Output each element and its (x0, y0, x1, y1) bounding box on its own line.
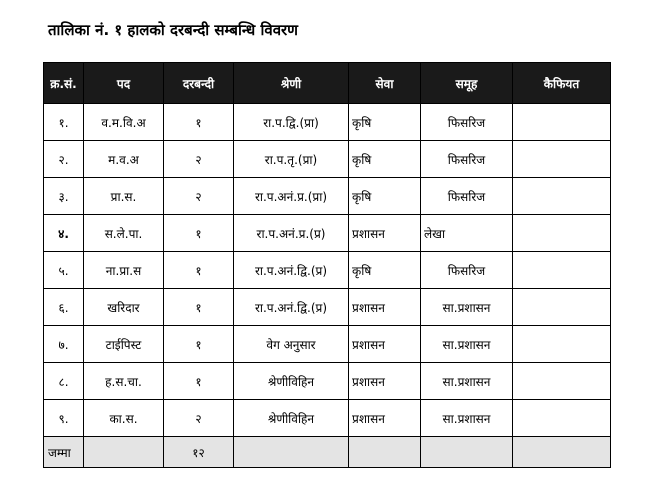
cell-service: प्रशासन (349, 326, 421, 363)
cell-post: प्रा.स. (84, 178, 164, 215)
cell-positions: १ (164, 215, 234, 252)
cell-remarks (513, 326, 611, 363)
table-row (44, 141, 611, 178)
cell-group: फिसरिज (421, 178, 513, 215)
cell-serial: २. (44, 141, 84, 178)
header-service: सेवा (349, 63, 421, 104)
cell-group: सा.प्रशासन (421, 289, 513, 326)
cell-group: फिसरिज (421, 104, 513, 141)
cell-service: कृषि (349, 104, 421, 141)
cell-post: ह.स.चा. (84, 363, 164, 400)
cell-positions: १ (164, 363, 234, 400)
cell-class: रा.प.तृ.(प्रा) (234, 141, 349, 178)
table-header-row (44, 63, 611, 104)
table-row (44, 363, 611, 400)
header-group: समूह (421, 63, 513, 104)
header-post: पद (84, 63, 164, 104)
cell-remarks (513, 400, 611, 437)
cell-serial: १. (44, 104, 84, 141)
cell-post: स.ले.पा. (84, 215, 164, 252)
total-value: १२ (164, 437, 234, 468)
cell-post: ना.प्रा.स (84, 252, 164, 289)
cell-serial: ६. (44, 289, 84, 326)
cell-serial: ३. (44, 178, 84, 215)
table-row (44, 104, 611, 141)
cell-remarks (513, 215, 611, 252)
cell-class: रा.प.द्वि.(प्रा) (234, 104, 349, 141)
cell-class: श्रेणीविहिन (234, 363, 349, 400)
cell-positions: १ (164, 289, 234, 326)
cell-positions: १ (164, 326, 234, 363)
cell-remarks (513, 252, 611, 289)
cell-post: टाईपिस्ट (84, 326, 164, 363)
cell-serial: ७. (44, 326, 84, 363)
cell-service: कृषि (349, 252, 421, 289)
total-empty-cell (84, 437, 164, 468)
cell-group: सा.प्रशासन (421, 363, 513, 400)
cell-remarks (513, 289, 611, 326)
cell-positions: २ (164, 178, 234, 215)
table-row (44, 326, 611, 363)
cell-class: वेग अनुसार (234, 326, 349, 363)
document-title: तालिका नं. १ हालको दरबन्दी सम्बन्धि विवरण (48, 21, 299, 39)
total-empty-cell (234, 437, 349, 468)
header-class: श्रेणी (234, 63, 349, 104)
table-total-row (44, 437, 611, 468)
table-row (44, 215, 611, 252)
cell-group: फिसरिज (421, 252, 513, 289)
cell-class: रा.प.अनं.प्र.(प्रा) (234, 178, 349, 215)
staff-table (43, 62, 611, 468)
cell-group: सा.प्रशासन (421, 400, 513, 437)
cell-group: सा.प्रशासन (421, 326, 513, 363)
cell-post: खरिदार (84, 289, 164, 326)
header-serial: क्र.सं. (44, 63, 84, 104)
header-remarks: कैफियत (513, 63, 611, 104)
total-label: जम्मा (44, 437, 84, 468)
cell-group: लेखा (421, 215, 513, 252)
cell-remarks (513, 363, 611, 400)
cell-post: का.स. (84, 400, 164, 437)
cell-service: प्रशासन (349, 215, 421, 252)
cell-class: रा.प.अनं.द्वि.(प्र) (234, 252, 349, 289)
cell-class: रा.प.अनं.द्वि.(प्र) (234, 289, 349, 326)
cell-class: रा.प.अनं.प्र.(प्र) (234, 215, 349, 252)
cell-remarks (513, 141, 611, 178)
total-empty-cell (513, 437, 611, 468)
cell-serial: ८. (44, 363, 84, 400)
cell-remarks (513, 178, 611, 215)
table-row (44, 178, 611, 215)
total-empty-cell (421, 437, 513, 468)
cell-serial: ९. (44, 400, 84, 437)
table-row (44, 252, 611, 289)
cell-serial: ४. (44, 215, 84, 252)
cell-positions: २ (164, 141, 234, 178)
cell-service: प्रशासन (349, 400, 421, 437)
cell-group: फिसरिज (421, 141, 513, 178)
cell-service: कृषि (349, 178, 421, 215)
cell-post: म.व.अ (84, 141, 164, 178)
cell-service: प्रशासन (349, 363, 421, 400)
table-row (44, 400, 611, 437)
cell-class: श्रेणीविहिन (234, 400, 349, 437)
table-row (44, 289, 611, 326)
cell-serial: ५. (44, 252, 84, 289)
header-positions: दरबन्दी (164, 63, 234, 104)
total-empty-cell (349, 437, 421, 468)
cell-positions: १ (164, 104, 234, 141)
cell-positions: २ (164, 400, 234, 437)
cell-post: व.म.वि.अ (84, 104, 164, 141)
cell-service: प्रशासन (349, 289, 421, 326)
cell-positions: १ (164, 252, 234, 289)
cell-service: कृषि (349, 141, 421, 178)
cell-remarks (513, 104, 611, 141)
